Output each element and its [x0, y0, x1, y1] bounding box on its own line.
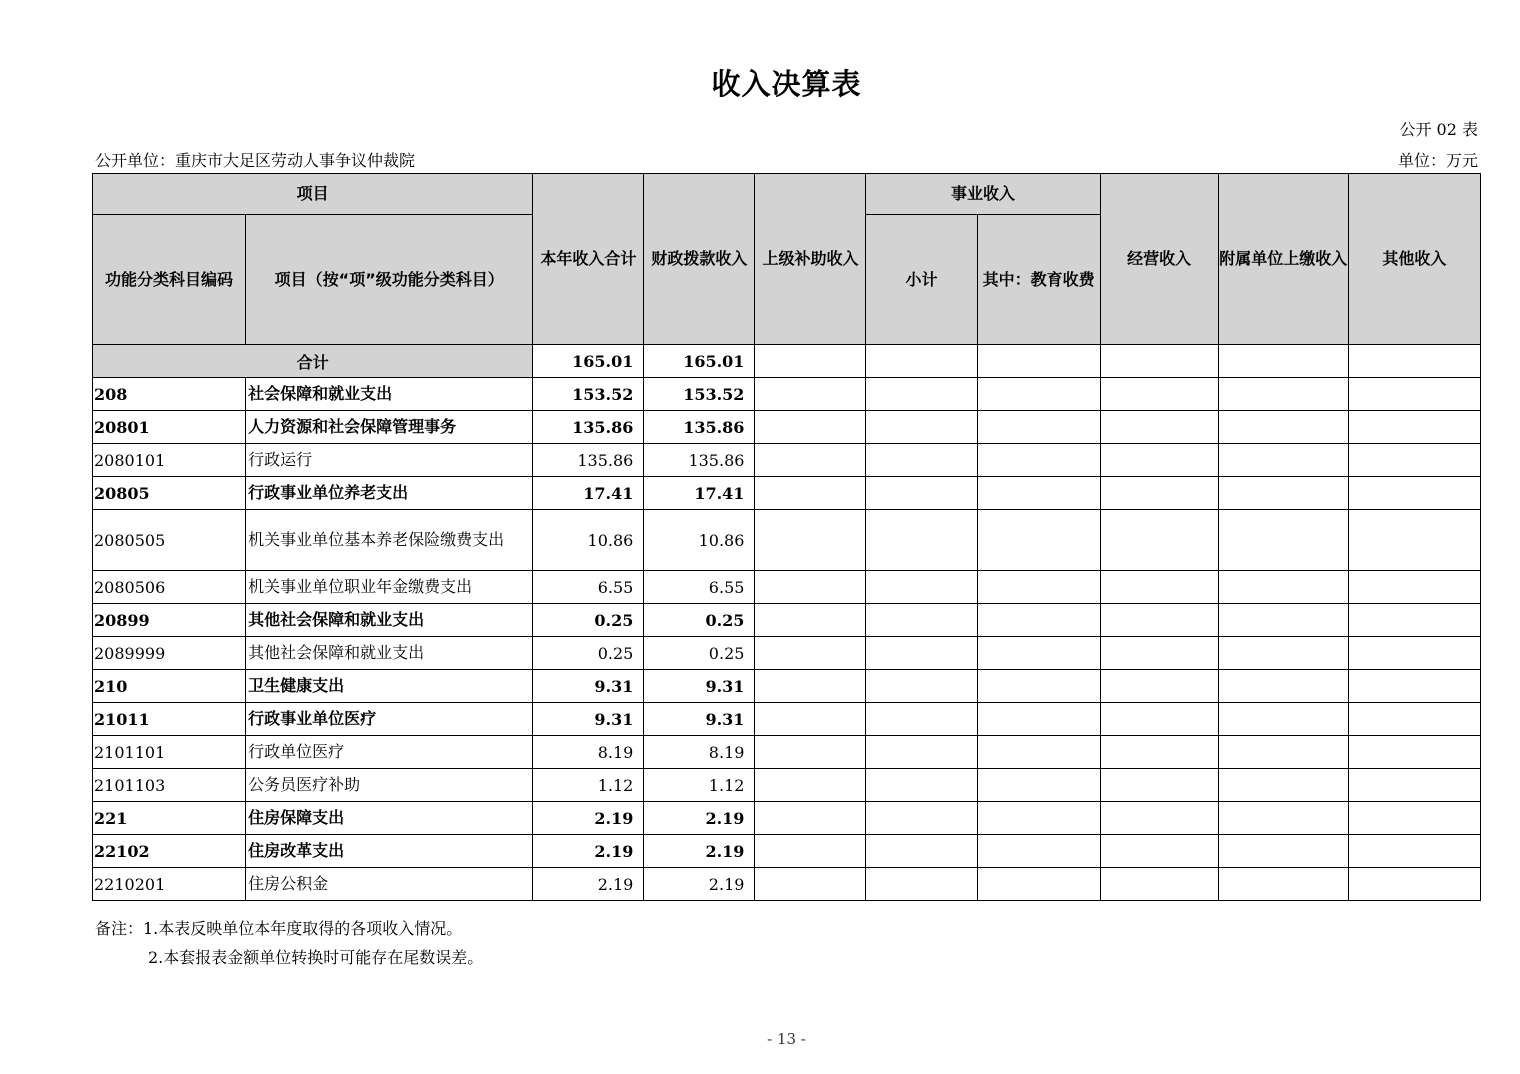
header-total-income: 本年收入合计: [533, 174, 644, 345]
row-code: 208: [93, 378, 246, 411]
empty-cell: [977, 868, 1100, 901]
table-row: [93, 802, 1481, 835]
empty-cell: [755, 736, 866, 769]
empty-cell: [977, 411, 1100, 444]
row-total-income: 6.55: [533, 571, 644, 604]
row-name: 卫生健康支出: [246, 670, 533, 703]
empty-cell: [1348, 670, 1480, 703]
empty-cell: [1218, 670, 1348, 703]
empty-cell: [866, 571, 977, 604]
table-row: [93, 604, 1481, 637]
empty-cell: [977, 802, 1100, 835]
empty-cell: [1100, 345, 1218, 378]
row-name: 住房公积金: [246, 868, 533, 901]
row-fiscal-appropriation: 9.31: [644, 703, 755, 736]
row-code: 2080101: [93, 444, 246, 477]
empty-cell: [977, 769, 1100, 802]
row-fiscal-appropriation: 153.52: [644, 378, 755, 411]
note-2: 2.本套报表金额单位转换时可能存在尾数误差。: [148, 948, 484, 967]
empty-cell: [1348, 802, 1480, 835]
empty-cell: [1100, 477, 1218, 510]
empty-cell: [755, 703, 866, 736]
row-fiscal-appropriation: 135.86: [644, 444, 755, 477]
empty-cell: [1218, 736, 1348, 769]
row-fiscal-appropriation: 10.86: [644, 510, 755, 571]
empty-cell: [1218, 769, 1348, 802]
page-title: 收入决算表: [711, 67, 862, 101]
empty-cell: [1348, 868, 1480, 901]
header-function-code: 功能分类科目编码: [93, 215, 246, 345]
row-name: 社会保障和就业支出: [246, 378, 533, 411]
table-row: [93, 769, 1481, 802]
empty-cell: [866, 510, 977, 571]
empty-cell: [755, 477, 866, 510]
header-affiliated-income: 附属单位上缴收入: [1218, 174, 1348, 345]
currency-unit: 单位：万元: [1397, 151, 1478, 170]
empty-cell: [866, 477, 977, 510]
note-1: 备注：1.本表反映单位本年度取得的各项收入情况。: [95, 919, 463, 938]
row-total-income: 17.41: [533, 477, 644, 510]
empty-cell: [866, 835, 977, 868]
empty-cell: [866, 703, 977, 736]
empty-cell: [1100, 868, 1218, 901]
empty-cell: [1100, 378, 1218, 411]
empty-cell: [1348, 604, 1480, 637]
empty-cell: [1218, 345, 1348, 378]
total-label: 合计: [93, 345, 533, 378]
row-code: 221: [93, 802, 246, 835]
row-fiscal-appropriation: 1.12: [644, 769, 755, 802]
empty-cell: [1218, 637, 1348, 670]
row-code: 20805: [93, 477, 246, 510]
empty-cell: [755, 769, 866, 802]
empty-cell: [977, 604, 1100, 637]
empty-cell: [977, 477, 1100, 510]
empty-cell: [866, 868, 977, 901]
empty-cell: [1100, 769, 1218, 802]
row-name: 行政事业单位医疗: [246, 703, 533, 736]
row-code: 2080505: [93, 510, 246, 571]
empty-cell: [1348, 637, 1480, 670]
empty-cell: [755, 802, 866, 835]
row-total-income: 1.12: [533, 769, 644, 802]
empty-cell: [1218, 868, 1348, 901]
row-fiscal-appropriation: 8.19: [644, 736, 755, 769]
row-code: 20899: [93, 604, 246, 637]
table-row: [93, 736, 1481, 769]
row-fiscal-appropriation: 2.19: [644, 868, 755, 901]
empty-cell: [1218, 378, 1348, 411]
table-row: [93, 510, 1481, 571]
row-name: 机关事业单位基本养老保险缴费支出: [246, 510, 533, 571]
header-business-income: 事业收入: [866, 174, 1100, 215]
table-row: [93, 703, 1481, 736]
row-code: 2210201: [93, 868, 246, 901]
empty-cell: [1100, 411, 1218, 444]
total-row: [93, 345, 1481, 378]
table-body: [93, 345, 1481, 901]
row-total-income: 0.25: [533, 637, 644, 670]
row-name: 行政事业单位养老支出: [246, 477, 533, 510]
row-code: 21011: [93, 703, 246, 736]
table-row: [93, 868, 1481, 901]
row-total-income: 135.86: [533, 411, 644, 444]
row-name: 住房保障支出: [246, 802, 533, 835]
row-name: 住房改革支出: [246, 835, 533, 868]
empty-cell: [1218, 571, 1348, 604]
empty-cell: [755, 604, 866, 637]
empty-cell: [1218, 411, 1348, 444]
table-row: [93, 444, 1481, 477]
empty-cell: [866, 345, 977, 378]
row-total-income: 2.19: [533, 802, 644, 835]
empty-cell: [866, 802, 977, 835]
empty-cell: [866, 769, 977, 802]
empty-cell: [1100, 604, 1218, 637]
row-total-income: 9.31: [533, 670, 644, 703]
empty-cell: [1348, 769, 1480, 802]
empty-cell: [1218, 703, 1348, 736]
row-code: 2101101: [93, 736, 246, 769]
row-fiscal-appropriation: 2.19: [644, 835, 755, 868]
empty-cell: [1348, 444, 1480, 477]
row-code: 20801: [93, 411, 246, 444]
empty-cell: [1100, 670, 1218, 703]
empty-cell: [1218, 510, 1348, 571]
empty-cell: [977, 510, 1100, 571]
empty-cell: [977, 637, 1100, 670]
header-subtotal: 小计: [866, 215, 977, 345]
table-row: [93, 411, 1481, 444]
empty-cell: [755, 868, 866, 901]
empty-cell: [866, 736, 977, 769]
empty-cell: [866, 637, 977, 670]
header-project: 项目: [93, 174, 533, 215]
empty-cell: [866, 378, 977, 411]
row-fiscal-appropriation: 0.25: [644, 604, 755, 637]
empty-cell: [755, 571, 866, 604]
row-total-income: 2.19: [533, 835, 644, 868]
row-code: 2089999: [93, 637, 246, 670]
empty-cell: [977, 444, 1100, 477]
empty-cell: [755, 637, 866, 670]
empty-cell: [977, 345, 1100, 378]
row-fiscal-appropriation: 135.86: [644, 411, 755, 444]
empty-cell: [1100, 736, 1218, 769]
header-item-name: 项目（按“项”级功能分类科目）: [246, 215, 533, 345]
empty-cell: [866, 444, 977, 477]
row-code: 2101103: [93, 769, 246, 802]
row-total-income: 2.19: [533, 868, 644, 901]
row-fiscal-appropriation: 17.41: [644, 477, 755, 510]
total-income-value: 165.01: [533, 345, 644, 378]
empty-cell: [1100, 802, 1218, 835]
table-row: [93, 637, 1481, 670]
empty-cell: [1348, 477, 1480, 510]
header-other-income: 其他收入: [1348, 174, 1480, 345]
form-number: 公开 02 表: [1399, 120, 1478, 139]
header-education-fee: 其中：教育收费: [977, 215, 1100, 345]
empty-cell: [977, 736, 1100, 769]
reporting-unit: 公开单位：重庆市大足区劳动人事争议仲裁院: [95, 151, 416, 170]
table-row: [93, 571, 1481, 604]
empty-cell: [755, 510, 866, 571]
empty-cell: [977, 835, 1100, 868]
row-code: 22102: [93, 835, 246, 868]
empty-cell: [1348, 736, 1480, 769]
row-name: 机关事业单位职业年金缴费支出: [246, 571, 533, 604]
row-fiscal-appropriation: 9.31: [644, 670, 755, 703]
empty-cell: [977, 378, 1100, 411]
page-number: - 13 -: [767, 1030, 806, 1048]
empty-cell: [1218, 835, 1348, 868]
table-row: [93, 477, 1481, 510]
row-fiscal-appropriation: 2.19: [644, 802, 755, 835]
empty-cell: [755, 444, 866, 477]
empty-cell: [1100, 637, 1218, 670]
empty-cell: [1218, 604, 1348, 637]
table-row: [93, 835, 1481, 868]
empty-cell: [977, 670, 1100, 703]
row-name: 其他社会保障和就业支出: [246, 604, 533, 637]
empty-cell: [1100, 835, 1218, 868]
row-total-income: 135.86: [533, 444, 644, 477]
empty-cell: [1100, 510, 1218, 571]
table-row: [93, 378, 1481, 411]
empty-cell: [1348, 571, 1480, 604]
empty-cell: [755, 835, 866, 868]
empty-cell: [1348, 345, 1480, 378]
row-name: 公务员医疗补助: [246, 769, 533, 802]
empty-cell: [977, 571, 1100, 604]
empty-cell: [977, 703, 1100, 736]
empty-cell: [755, 670, 866, 703]
total-fiscal-value: 165.01: [644, 345, 755, 378]
empty-cell: [1100, 571, 1218, 604]
row-fiscal-appropriation: 0.25: [644, 637, 755, 670]
row-total-income: 0.25: [533, 604, 644, 637]
row-total-income: 153.52: [533, 378, 644, 411]
empty-cell: [1218, 802, 1348, 835]
empty-cell: [1100, 444, 1218, 477]
empty-cell: [1348, 703, 1480, 736]
row-total-income: 9.31: [533, 703, 644, 736]
empty-cell: [1348, 378, 1480, 411]
row-total-income: 8.19: [533, 736, 644, 769]
header-fiscal-appropriation: 财政拨款收入: [644, 174, 755, 345]
empty-cell: [1348, 510, 1480, 571]
header-operating-income: 经营收入: [1100, 174, 1218, 345]
empty-cell: [866, 411, 977, 444]
row-name: 人力资源和社会保障管理事务: [246, 411, 533, 444]
row-name: 其他社会保障和就业支出: [246, 637, 533, 670]
row-code: 210: [93, 670, 246, 703]
empty-cell: [755, 411, 866, 444]
empty-cell: [755, 345, 866, 378]
empty-cell: [1100, 703, 1218, 736]
row-code: 2080506: [93, 571, 246, 604]
income-statement-table: [92, 173, 1481, 901]
empty-cell: [1218, 444, 1348, 477]
row-total-income: 10.86: [533, 510, 644, 571]
empty-cell: [866, 670, 977, 703]
table-header: [93, 174, 1481, 345]
row-fiscal-appropriation: 6.55: [644, 571, 755, 604]
header-superior-subsidy: 上级补助收入: [755, 174, 866, 345]
empty-cell: [1348, 411, 1480, 444]
empty-cell: [755, 378, 866, 411]
empty-cell: [1348, 835, 1480, 868]
table-row: [93, 670, 1481, 703]
row-name: 行政单位医疗: [246, 736, 533, 769]
row-name: 行政运行: [246, 444, 533, 477]
empty-cell: [1218, 477, 1348, 510]
empty-cell: [866, 604, 977, 637]
